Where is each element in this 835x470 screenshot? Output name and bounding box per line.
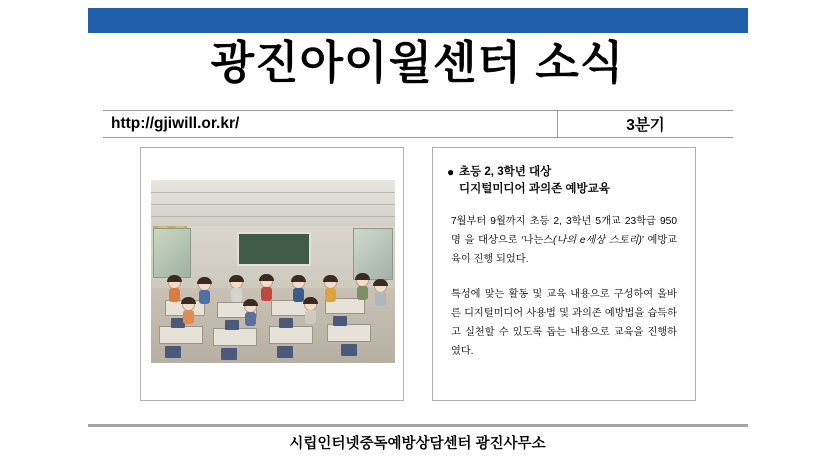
- paragraph1-line1: 7월부터 9월까지 초등 2, 3학년 5개교 23학급 950명: [451, 216, 677, 246]
- ceiling-line: [151, 192, 395, 193]
- student: [243, 300, 258, 326]
- student: [373, 280, 388, 306]
- whiteboard: [237, 232, 311, 266]
- heading-line-2: 디지털미디어 과의존 예방교육: [459, 183, 610, 195]
- chair: [165, 346, 181, 358]
- footer-text: 시립인터넷중독예방상담센터 광진사무소: [289, 436, 546, 452]
- ceiling-line: [151, 204, 395, 205]
- footer-divider: [88, 424, 748, 427]
- ceiling: [151, 180, 395, 226]
- chair: [341, 344, 357, 356]
- student: [303, 298, 318, 324]
- student: [259, 275, 274, 301]
- article-heading: [447, 164, 681, 198]
- chair: [225, 320, 239, 330]
- chair: [333, 316, 347, 326]
- student: [197, 278, 212, 304]
- classroom-photo: [151, 180, 395, 363]
- desk: [159, 326, 203, 344]
- article-paragraph-2: [447, 285, 681, 361]
- chair: [279, 318, 293, 328]
- desk: [269, 326, 313, 344]
- student: [167, 276, 182, 302]
- window-right: [353, 228, 393, 280]
- photo-panel: [140, 147, 404, 401]
- chair: [221, 348, 237, 360]
- ceiling-line: [151, 216, 395, 217]
- quarter-label: 3분기: [626, 117, 665, 134]
- paragraph1-line3: 되었다.: [496, 254, 529, 265]
- student: [181, 298, 196, 324]
- chair: [277, 346, 293, 358]
- paragraph1-line2b: ’ 예방교육이 진행: [451, 235, 677, 265]
- student: [229, 276, 244, 302]
- student: [323, 276, 338, 302]
- desk: [213, 328, 257, 346]
- heading-line-1: 초등 2, 3학년 대상: [459, 166, 552, 178]
- window-left: [153, 228, 191, 278]
- paragraph1-emphasis: (나의 e세상 스토리): [553, 235, 642, 246]
- heading-text: [459, 164, 610, 198]
- article-paragraph-1: [447, 212, 681, 269]
- paragraph2-line1: 특성에 맞는 활동 및 교육 내용으로 구성하여 올바른: [451, 289, 677, 319]
- paragraph2-line3: 실천할 수 있도록 돕는 내용으로 교육을 진행하였다.: [451, 327, 677, 357]
- url-quarter-bar: [103, 110, 733, 138]
- desk: [327, 324, 371, 342]
- page-title: 광진아이윌센터 소식: [210, 37, 625, 88]
- paragraph1-line2a: 을 대상으로 ‘나는스: [464, 235, 554, 246]
- website-url[interactable]: http://gjiwill.or.kr/: [103, 111, 558, 137]
- header-accent-bar: [88, 8, 748, 33]
- paragraph2-line2: 디지털미디어 사용법 및 과의존 예방법을 습득하고: [451, 308, 677, 338]
- article-panel: [432, 147, 696, 401]
- bullet-icon: ●: [447, 165, 455, 179]
- student: [355, 274, 370, 300]
